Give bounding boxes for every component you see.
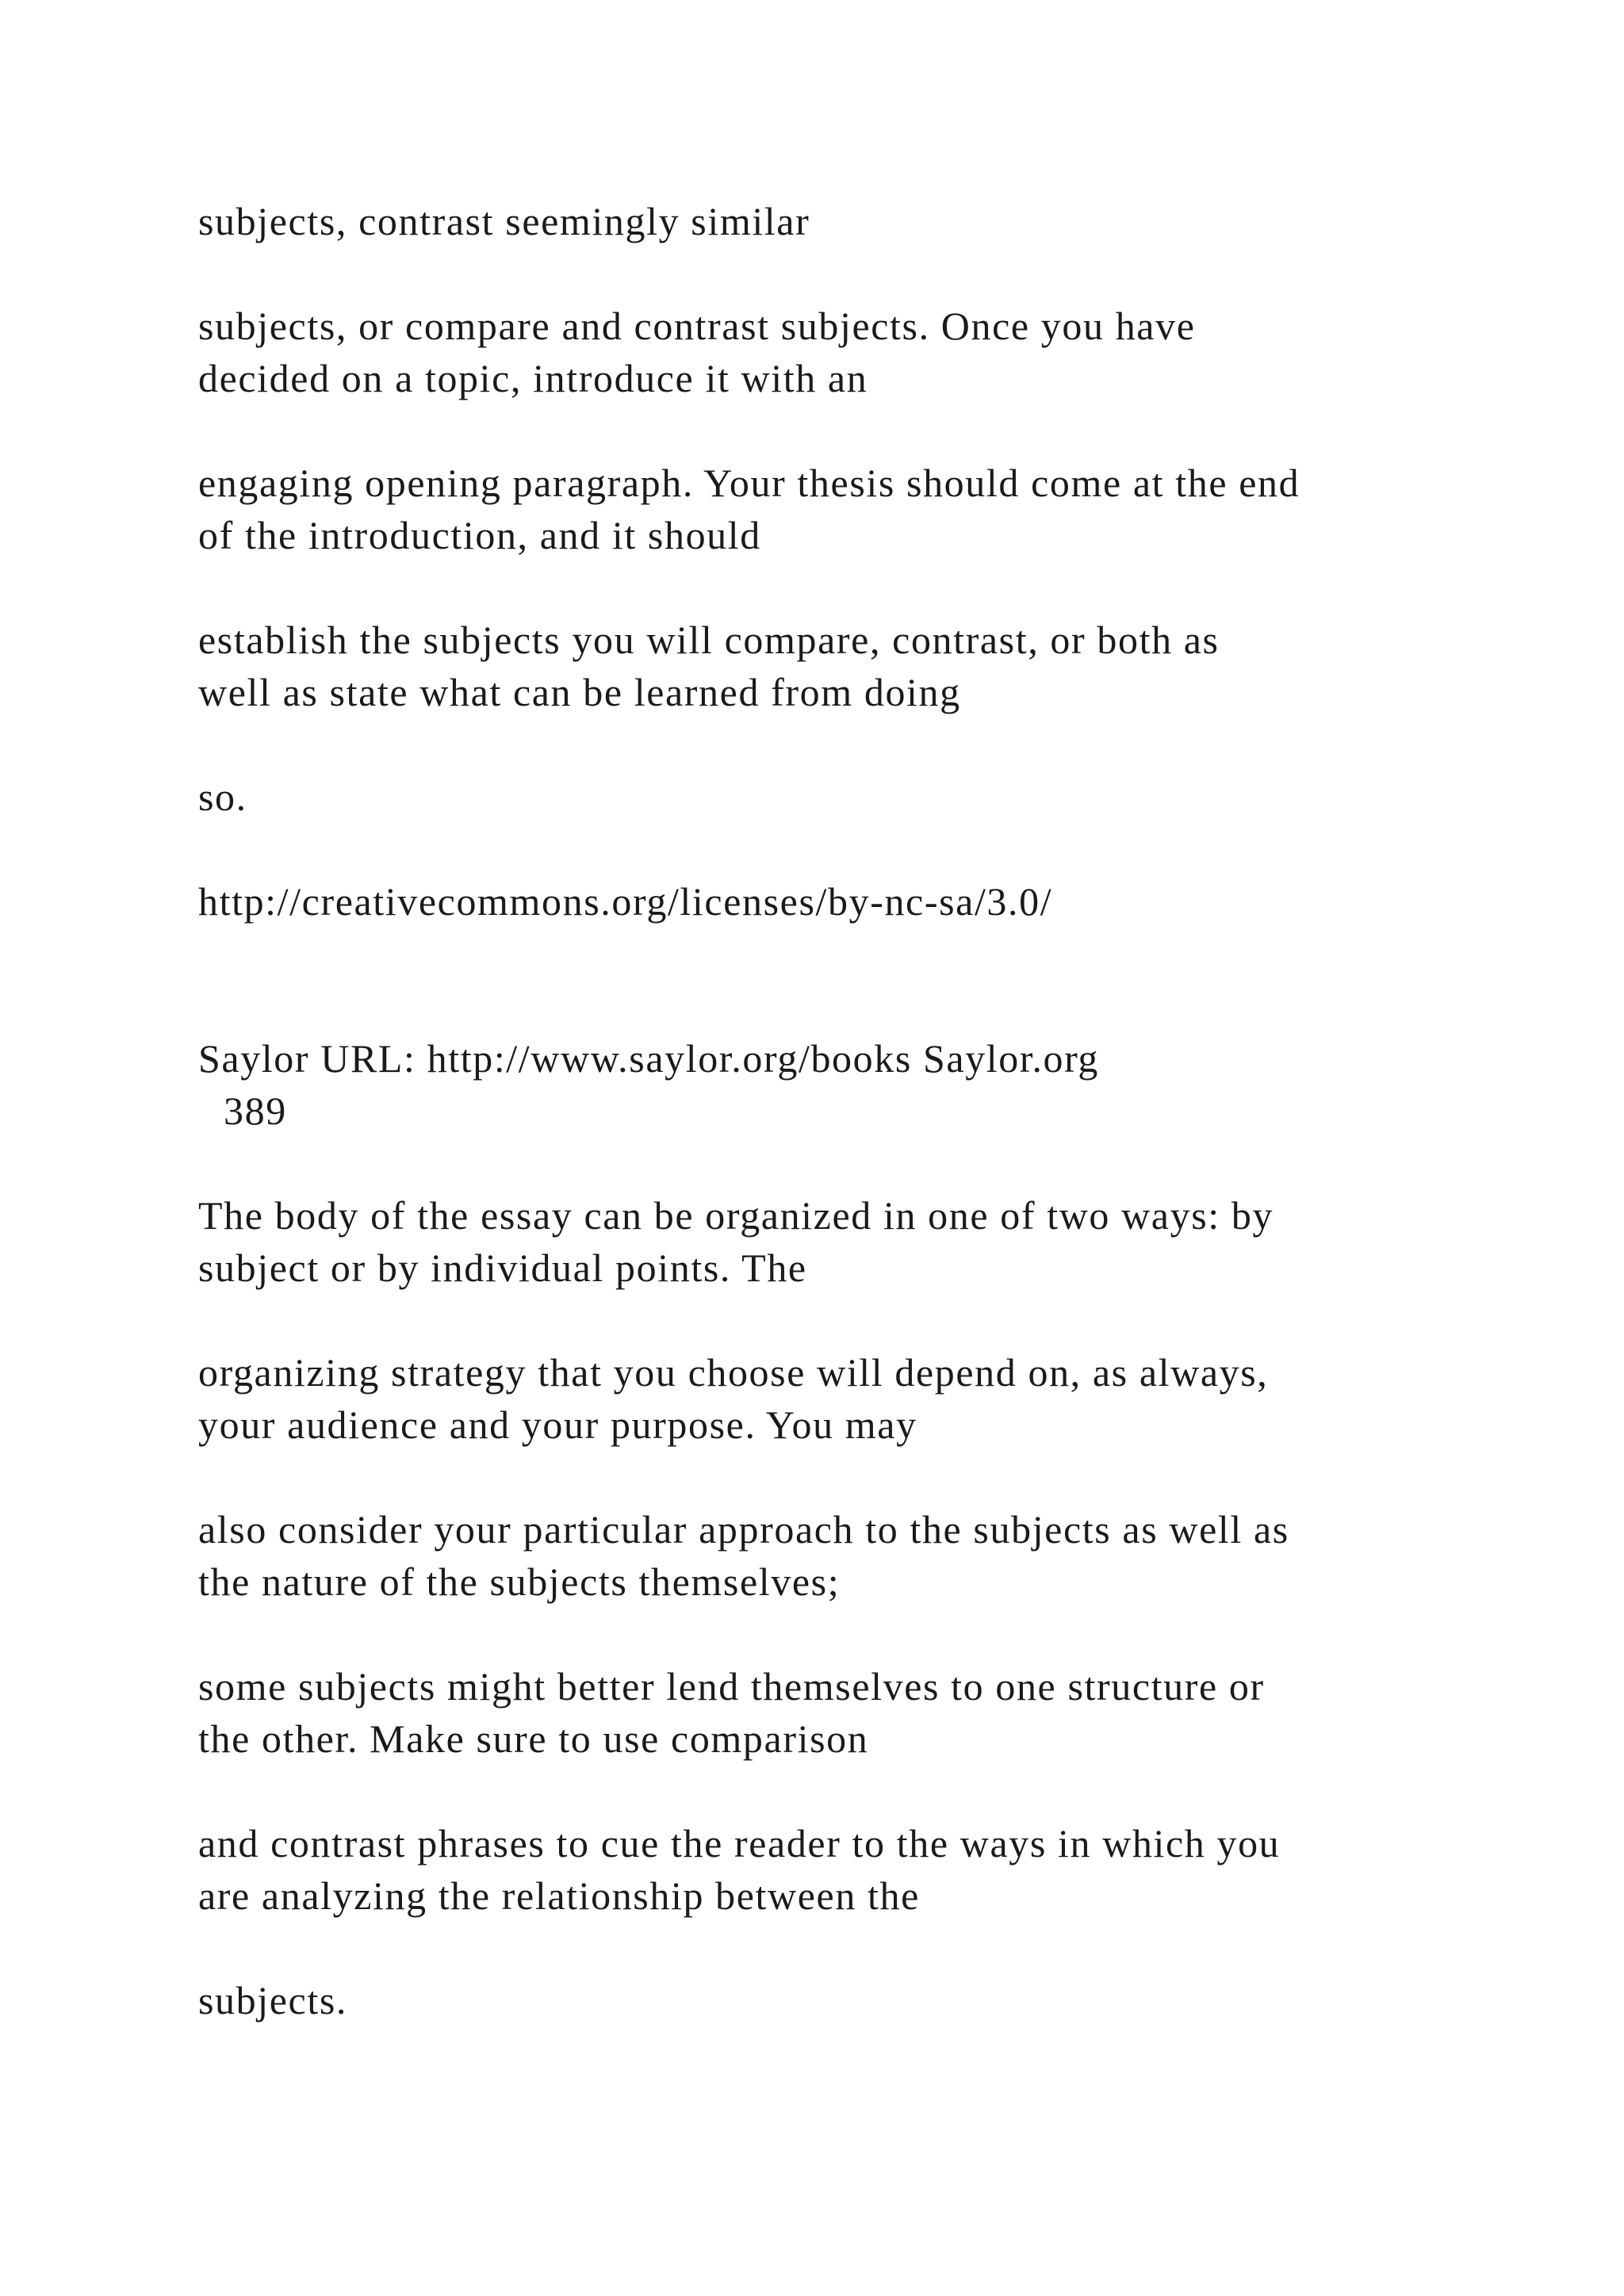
footer-source-line: Saylor URL: http://www.saylor.org/books Saylor.org	[198, 1036, 1100, 1081]
text-line: so.	[198, 775, 247, 819]
text-line: subjects, contrast seemingly similar	[198, 199, 810, 243]
text-line: The body of the essay can be organized in one of two ways: by	[198, 1193, 1274, 1238]
text-line: decided on a topic, introduce it with an	[198, 356, 868, 400]
paragraph	[198, 300, 1195, 404]
text-line: well as state what can be learned from doing	[198, 670, 961, 714]
text-line: subject or by individual points. The	[198, 1246, 807, 1290]
paragraph	[198, 195, 810, 247]
text-line: also consider your particular approach to the subjects as well as	[198, 1507, 1289, 1552]
text-line: are analyzing the relationship between the	[198, 1873, 920, 1918]
text-line: engaging opening paragraph. Your thesis should come at the end	[198, 461, 1300, 505]
paragraph	[198, 1660, 1265, 1765]
page-footer	[198, 1032, 1099, 1137]
paragraph	[198, 1189, 1274, 1294]
text-line: establish the subjects you will compare, contrast, or both as	[198, 618, 1220, 662]
paragraph	[198, 614, 1220, 718]
text-line: subjects.	[198, 1978, 347, 2022]
page-number: 389	[224, 1089, 287, 1133]
text-line: subjects, or compare and contrast subjects. Once you have	[198, 304, 1196, 348]
text-line: and contrast phrases to cue the reader to the ways in which you	[198, 1821, 1281, 1866]
paragraph	[198, 1503, 1289, 1608]
text-line: the other. Make sure to use comparison	[198, 1716, 869, 1761]
paragraph	[198, 1974, 347, 2026]
text-line: your audience and your purpose. You may	[198, 1402, 917, 1447]
paragraph	[198, 771, 247, 823]
paragraph	[198, 457, 1300, 561]
text-line: organizing strategy that you choose will depend on, as always,	[198, 1350, 1269, 1395]
text-line: http://creativecommons.org/licenses/by-nc-sa/3.0/	[198, 879, 1053, 924]
paragraph	[198, 1817, 1280, 1922]
text-line: some subjects might better lend themselves to one structure or	[198, 1664, 1265, 1709]
text-line: of the introduction, and it should	[198, 513, 761, 557]
paragraph	[198, 1346, 1268, 1451]
license-url	[198, 875, 1052, 928]
text-line: the nature of the subjects themselves;	[198, 1559, 841, 1604]
